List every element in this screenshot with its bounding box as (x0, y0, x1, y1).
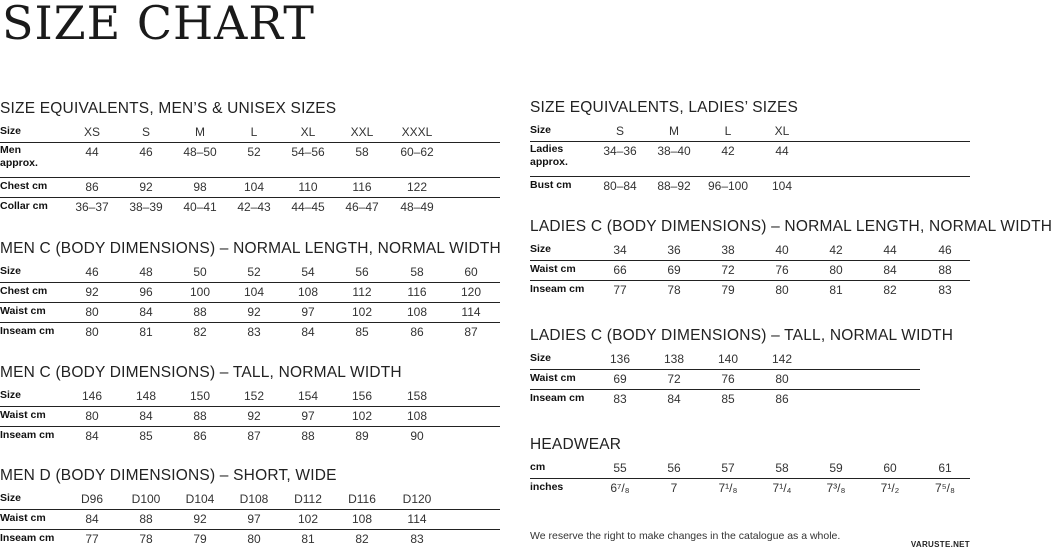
table-cell: 112 (352, 285, 372, 299)
table-cell: 83 (938, 283, 952, 297)
table-cell: 92 (193, 512, 207, 526)
row-label: Inseam cm (0, 429, 55, 441)
table-cell: 42 (721, 144, 735, 158)
table-cell: D96 (80, 492, 104, 506)
row-label: Inseam cm (530, 283, 585, 295)
table-cell: 85 (721, 392, 735, 406)
table-cell: 152 (243, 389, 265, 403)
table-cell: 92 (85, 285, 99, 299)
table-cell: 60 (883, 461, 897, 475)
table-cell: 80 (247, 532, 261, 546)
table-cell: 84 (667, 392, 681, 406)
table-cell: 102 (351, 409, 373, 423)
table-cell: 7¹/₄ (772, 481, 792, 495)
page-title: SIZE CHART (2, 0, 315, 50)
table-cell: 52 (247, 265, 261, 279)
table-cell: 82 (355, 532, 369, 546)
table-cell: 83 (613, 392, 627, 406)
table-row-men-approx (0, 144, 500, 178)
table-cell: 38–40 (657, 144, 691, 158)
row-label: Size (530, 243, 552, 255)
table-cell: 60 (464, 265, 478, 279)
section-title: LADIES C (BODY DIMENSIONS) – NORMAL LENGTH, NORMAL WIDTH (530, 218, 1052, 235)
table-cell: 88 (193, 305, 207, 319)
table-cell: 84 (301, 325, 315, 339)
table-cell: 69 (667, 263, 681, 277)
table-cell: 92 (139, 180, 153, 194)
brand-watermark: VARUSTE.NET (910, 540, 970, 549)
table-cell: 58 (775, 461, 789, 475)
table-cell: 158 (406, 389, 428, 403)
table-cell: 88 (139, 512, 153, 526)
table-cell: 146 (81, 389, 103, 403)
disclaimer-note: We reserve the right to make changes in the catalogue as a whole. (530, 530, 841, 542)
table-cell: 59 (829, 461, 843, 475)
row-label: Size (0, 389, 22, 401)
table-cell: 66 (613, 263, 627, 277)
row-label: Waist cm (0, 409, 46, 421)
table-cell: 96 (139, 285, 153, 299)
table-cell: 38–39 (129, 200, 163, 214)
table-cell: 142 (771, 352, 793, 366)
table-cell: 56 (355, 265, 369, 279)
table-cell: 55 (613, 461, 627, 475)
table-cell: D108 (239, 492, 269, 506)
row-label: Collar cm (0, 200, 48, 212)
table-cell: 92 (247, 409, 261, 423)
table-cell: 122 (406, 180, 428, 194)
table-cell: 88 (301, 429, 315, 443)
table-row-cm (530, 460, 970, 479)
table-cell: 140 (717, 352, 739, 366)
table-cell: 114 (407, 512, 427, 526)
table-cell: 84 (85, 512, 99, 526)
table-cell: 36 (667, 243, 681, 257)
table-cell: 84 (883, 263, 897, 277)
row-label: Size (530, 124, 552, 136)
table-cell: S (615, 124, 625, 138)
table-cell: XL (300, 125, 316, 139)
table-cell: 48–49 (400, 200, 434, 214)
table-cell: 120 (460, 285, 482, 299)
table-row-waist-cm (0, 511, 500, 530)
row-label: cm (530, 461, 546, 473)
row-label: Chest cm (0, 285, 48, 297)
table-cell: 52 (247, 145, 261, 159)
table-row-waist-cm (530, 371, 920, 390)
table-row-size (530, 123, 970, 142)
table-row-size (530, 351, 920, 370)
table-row-inseam-cm (0, 428, 500, 446)
table-cell: 77 (85, 532, 99, 546)
table-cell: 57 (721, 461, 735, 475)
table-cell: 60–62 (400, 145, 434, 159)
table-cell: 7¹/₈ (718, 481, 738, 495)
table-row-inches (530, 480, 970, 498)
table-cell: 34–36 (603, 144, 637, 158)
table-cell: 58 (355, 145, 369, 159)
row-label: Inseam cm (530, 392, 585, 404)
table-row-inseam-cm (530, 282, 970, 300)
section-title: HEADWEAR (530, 436, 622, 453)
table-cell: 86 (775, 392, 789, 406)
table-row-waist-cm (530, 262, 970, 281)
row-label: Waist cm (530, 263, 576, 275)
table-cell: 110 (298, 180, 318, 194)
table-cell: 116 (407, 285, 427, 299)
table-cell: 72 (667, 372, 681, 386)
table-cell: D104 (185, 492, 215, 506)
table-cell: 86 (193, 429, 207, 443)
table-cell: 44 (883, 243, 897, 257)
table-cell: 79 (721, 283, 735, 297)
row-label: Waist cm (0, 512, 46, 524)
table-cell: 46 (85, 265, 99, 279)
row-label: Chest cm (0, 180, 48, 192)
table-cell: 80 (829, 263, 843, 277)
table-cell: 136 (609, 352, 631, 366)
table-row-inseam-cm (530, 391, 920, 409)
table-cell: D120 (402, 492, 432, 506)
table-cell: 148 (135, 389, 157, 403)
table-cell: 86 (410, 325, 424, 339)
table-cell: 78 (667, 283, 681, 297)
table-cell: 100 (189, 285, 211, 299)
table-cell: 7¹/₂ (880, 481, 900, 495)
row-label: Bust cm (530, 179, 572, 191)
row-label: Inseam cm (0, 532, 55, 544)
section-title: MEN D (BODY DIMENSIONS) – SHORT, WIDE (0, 467, 337, 484)
row-label: Waist cm (0, 305, 46, 317)
section-title: LADIES C (BODY DIMENSIONS) – TALL, NORMAL WIDTH (530, 327, 954, 344)
table-cell: 40 (775, 243, 789, 257)
table-cell: 108 (351, 512, 373, 526)
table-row-size (0, 388, 500, 407)
table-cell: 84 (139, 305, 153, 319)
table-cell: 54–56 (291, 145, 325, 159)
table-cell: XL (774, 124, 790, 138)
row-label: Size (0, 265, 22, 277)
table-cell: 72 (721, 263, 735, 277)
table-cell: D100 (131, 492, 161, 506)
table-cell: 44 (775, 144, 789, 158)
table-row-chest-cm (0, 284, 500, 303)
table-cell: 156 (351, 389, 373, 403)
section-title: SIZE EQUIVALENTS, MEN’S & UNISEX SIZES (0, 100, 337, 117)
table-cell: 90 (410, 429, 424, 443)
table-cell: M (195, 125, 205, 139)
table-cell: 88 (938, 263, 952, 277)
row-label: Size (0, 492, 22, 504)
table-cell: 85 (355, 325, 369, 339)
table-cell: 92 (247, 305, 261, 319)
table-cell: 54 (301, 265, 315, 279)
table-cell: 46 (139, 145, 153, 159)
table-cell: 102 (297, 512, 319, 526)
row-label: Size (530, 352, 552, 364)
table-cell: 104 (771, 179, 793, 193)
table-cell: 34 (613, 243, 627, 257)
row-label: Men approx. (0, 144, 38, 169)
table-cell: XXXL (401, 125, 433, 139)
table-cell: 116 (352, 180, 372, 194)
table-cell: 86 (85, 180, 99, 194)
table-row-bust-cm (530, 178, 970, 196)
section-title: MEN C (BODY DIMENSIONS) – NORMAL LENGTH, NORMAL WIDTH (0, 240, 501, 257)
table-cell: 80 (85, 305, 99, 319)
table-cell: 88 (193, 409, 207, 423)
table-cell: 76 (721, 372, 735, 386)
table-cell: 80 (775, 283, 789, 297)
table-cell: 138 (663, 352, 685, 366)
table-cell: 108 (406, 409, 428, 423)
table-cell: 108 (406, 305, 428, 319)
table-cell: 6⁷/₈ (610, 481, 630, 495)
table-cell: 82 (193, 325, 207, 339)
section-title: MEN C (BODY DIMENSIONS) – TALL, NORMAL WIDTH (0, 364, 402, 381)
row-label: Ladies approx. (530, 143, 568, 168)
table-cell: 46 (938, 243, 952, 257)
table-cell: 42–43 (237, 200, 271, 214)
table-cell: XXL (350, 125, 374, 139)
table-cell: 80 (775, 372, 789, 386)
table-cell: 7⁵/₈ (935, 481, 955, 495)
table-cell: 154 (297, 389, 319, 403)
table-cell: 77 (613, 283, 627, 297)
table-cell: 7³/₈ (826, 481, 846, 495)
table-cell: 50 (193, 265, 207, 279)
table-cell: 97 (301, 305, 315, 319)
table-row-size (0, 124, 500, 143)
section-title: SIZE EQUIVALENTS, LADIES’ SIZES (530, 99, 799, 116)
table-cell: 83 (247, 325, 261, 339)
table-cell: 58 (410, 265, 424, 279)
table-cell: 85 (139, 429, 153, 443)
table-cell: 48 (139, 265, 153, 279)
table-row-inseam-cm (0, 324, 500, 342)
table-cell: S (141, 125, 151, 139)
table-cell: 84 (85, 429, 99, 443)
table-cell: L (250, 125, 258, 139)
table-cell: D112 (294, 492, 322, 506)
table-cell: 40–41 (183, 200, 217, 214)
table-cell: 96–100 (707, 179, 749, 193)
table-cell: 81 (139, 325, 153, 339)
table-cell: 36–37 (75, 200, 109, 214)
table-row-chest-cm (0, 179, 500, 198)
table-cell: 38 (721, 243, 735, 257)
table-row-waist-cm (0, 408, 500, 427)
table-cell: 114 (461, 305, 481, 319)
table-cell: XS (83, 125, 101, 139)
table-cell: 108 (297, 285, 319, 299)
table-cell: M (669, 124, 679, 138)
table-cell: 44 (85, 145, 99, 159)
row-label: inches (530, 481, 564, 493)
table-cell: 80 (85, 409, 99, 423)
table-cell: 56 (667, 461, 681, 475)
table-cell: 89 (355, 429, 369, 443)
row-label: Inseam cm (0, 325, 55, 337)
table-row-size (0, 491, 500, 510)
table-cell: 78 (139, 532, 153, 546)
row-label: Size (0, 125, 22, 137)
table-cell: 97 (301, 409, 315, 423)
table-row-collar-cm (0, 199, 500, 217)
table-row-size (0, 264, 500, 283)
table-cell: 150 (189, 389, 211, 403)
table-cell: 81 (829, 283, 843, 297)
table-cell: 88–92 (657, 179, 691, 193)
table-cell: 82 (883, 283, 897, 297)
table-cell: L (724, 124, 732, 138)
table-cell: 104 (243, 180, 265, 194)
table-cell: 80–84 (603, 179, 637, 193)
table-cell: 97 (247, 512, 261, 526)
table-cell: D116 (348, 492, 376, 506)
table-cell: 79 (193, 532, 207, 546)
table-cell: 46–47 (345, 200, 379, 214)
table-cell: 7 (670, 481, 678, 495)
table-cell: 87 (464, 325, 478, 339)
table-row-size (530, 242, 970, 261)
table-cell: 61 (938, 461, 952, 475)
table-cell: 87 (247, 429, 261, 443)
table-cell: 104 (243, 285, 265, 299)
row-label: Waist cm (530, 372, 576, 384)
table-cell: 98 (193, 180, 207, 194)
table-cell: 44–45 (291, 200, 325, 214)
table-cell: 84 (139, 409, 153, 423)
table-cell: 102 (351, 305, 373, 319)
table-cell: 83 (410, 532, 424, 546)
table-row-waist-cm (0, 304, 500, 323)
table-row-ladies-approx (530, 143, 970, 177)
table-cell: 42 (829, 243, 843, 257)
table-cell: 81 (301, 532, 315, 546)
table-cell: 80 (85, 325, 99, 339)
table-cell: 69 (613, 372, 627, 386)
table-cell: 76 (775, 263, 789, 277)
table-cell: 48–50 (183, 145, 217, 159)
table-row-inseam-cm (0, 531, 500, 549)
